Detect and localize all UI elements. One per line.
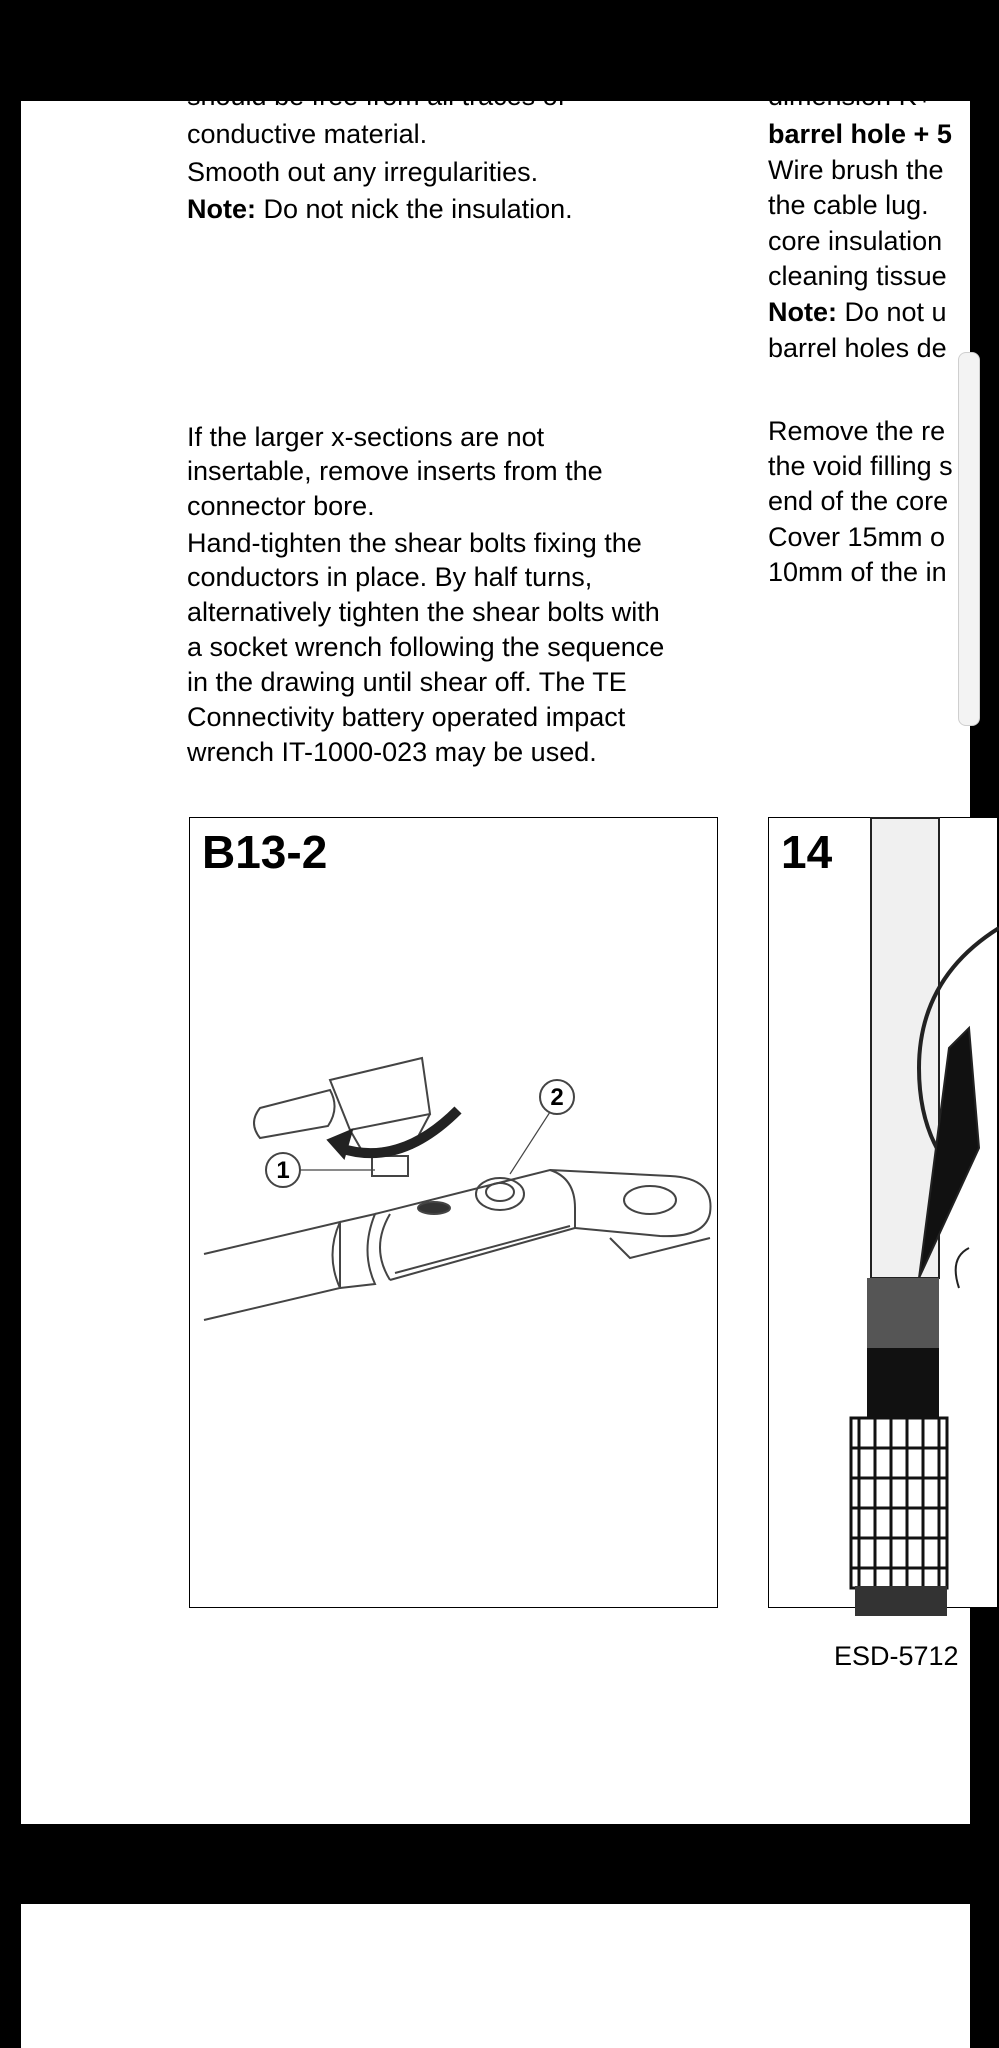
figure-label: B13-2 <box>202 826 328 878</box>
right-para2-line: the void filling s <box>768 451 953 481</box>
right-bold-line: barrel hole + 5 <box>768 119 952 149</box>
right-line: cleaning tissue <box>768 261 947 291</box>
right-para2-line: Remove the re <box>768 416 946 446</box>
figure-panel-14 <box>768 817 998 1608</box>
left-para2-line: a socket wrench following the sequence <box>187 632 665 662</box>
left-cut-line: should be free from all traces of <box>187 81 566 111</box>
figure-label: 14 <box>781 826 833 878</box>
note-label: Note: <box>768 297 837 327</box>
right-para2-line: Cover 15mm o <box>768 522 946 552</box>
cable-drawing <box>769 818 999 1609</box>
document-page <box>21 81 970 1824</box>
left-note <box>187 192 573 227</box>
right-para2-line: 10mm of the in <box>768 557 947 587</box>
left-para2-line: Connectivity battery operated impact <box>187 702 626 732</box>
left-para2-line: conductors in place. By half turns, <box>187 562 593 592</box>
note-text: Do not u <box>837 297 947 327</box>
left-para2-line: wrench IT-1000-023 may be used. <box>187 737 597 767</box>
left-para2-line: Hand-tighten the shear bolts fixing the <box>187 528 642 558</box>
right-para2-line: end of the core <box>768 486 949 516</box>
left-para2-line: connector bore. <box>187 491 375 521</box>
figure-panel-b13-2 <box>189 817 718 1608</box>
left-line: Smooth out any irregularities. <box>187 157 539 187</box>
left-paragraph-2 <box>187 420 664 770</box>
right-line: core insulation <box>768 226 943 256</box>
left-para2-line: If the larger x-sections are not <box>187 422 545 452</box>
callout-2-label: 2 <box>550 1084 564 1111</box>
left-para2-line: in the drawing until shear off. The TE <box>187 667 627 697</box>
lug-drawing <box>190 818 719 1609</box>
left-line: conductive material. <box>187 119 428 149</box>
left-para2-line: insertable, remove inserts from the <box>187 456 603 486</box>
page-edge-shadow <box>958 352 980 726</box>
right-line: Wire brush the <box>768 155 944 185</box>
right-cut-line: dimension K+ <box>768 81 933 111</box>
right-line: the cable lug. <box>768 190 929 220</box>
left-para2-line: alternatively tighten the shear bolts with <box>187 597 660 627</box>
footer-doc-id: ESD-5712 <box>834 1641 959 1671</box>
note-label: Note: <box>187 194 256 224</box>
callout-1-label: 1 <box>276 1157 290 1184</box>
next-page-top <box>21 1904 970 2048</box>
right-note <box>768 295 947 330</box>
right-line: barrel holes de <box>768 333 947 363</box>
note-text: Do not nick the insulation. <box>256 194 573 224</box>
